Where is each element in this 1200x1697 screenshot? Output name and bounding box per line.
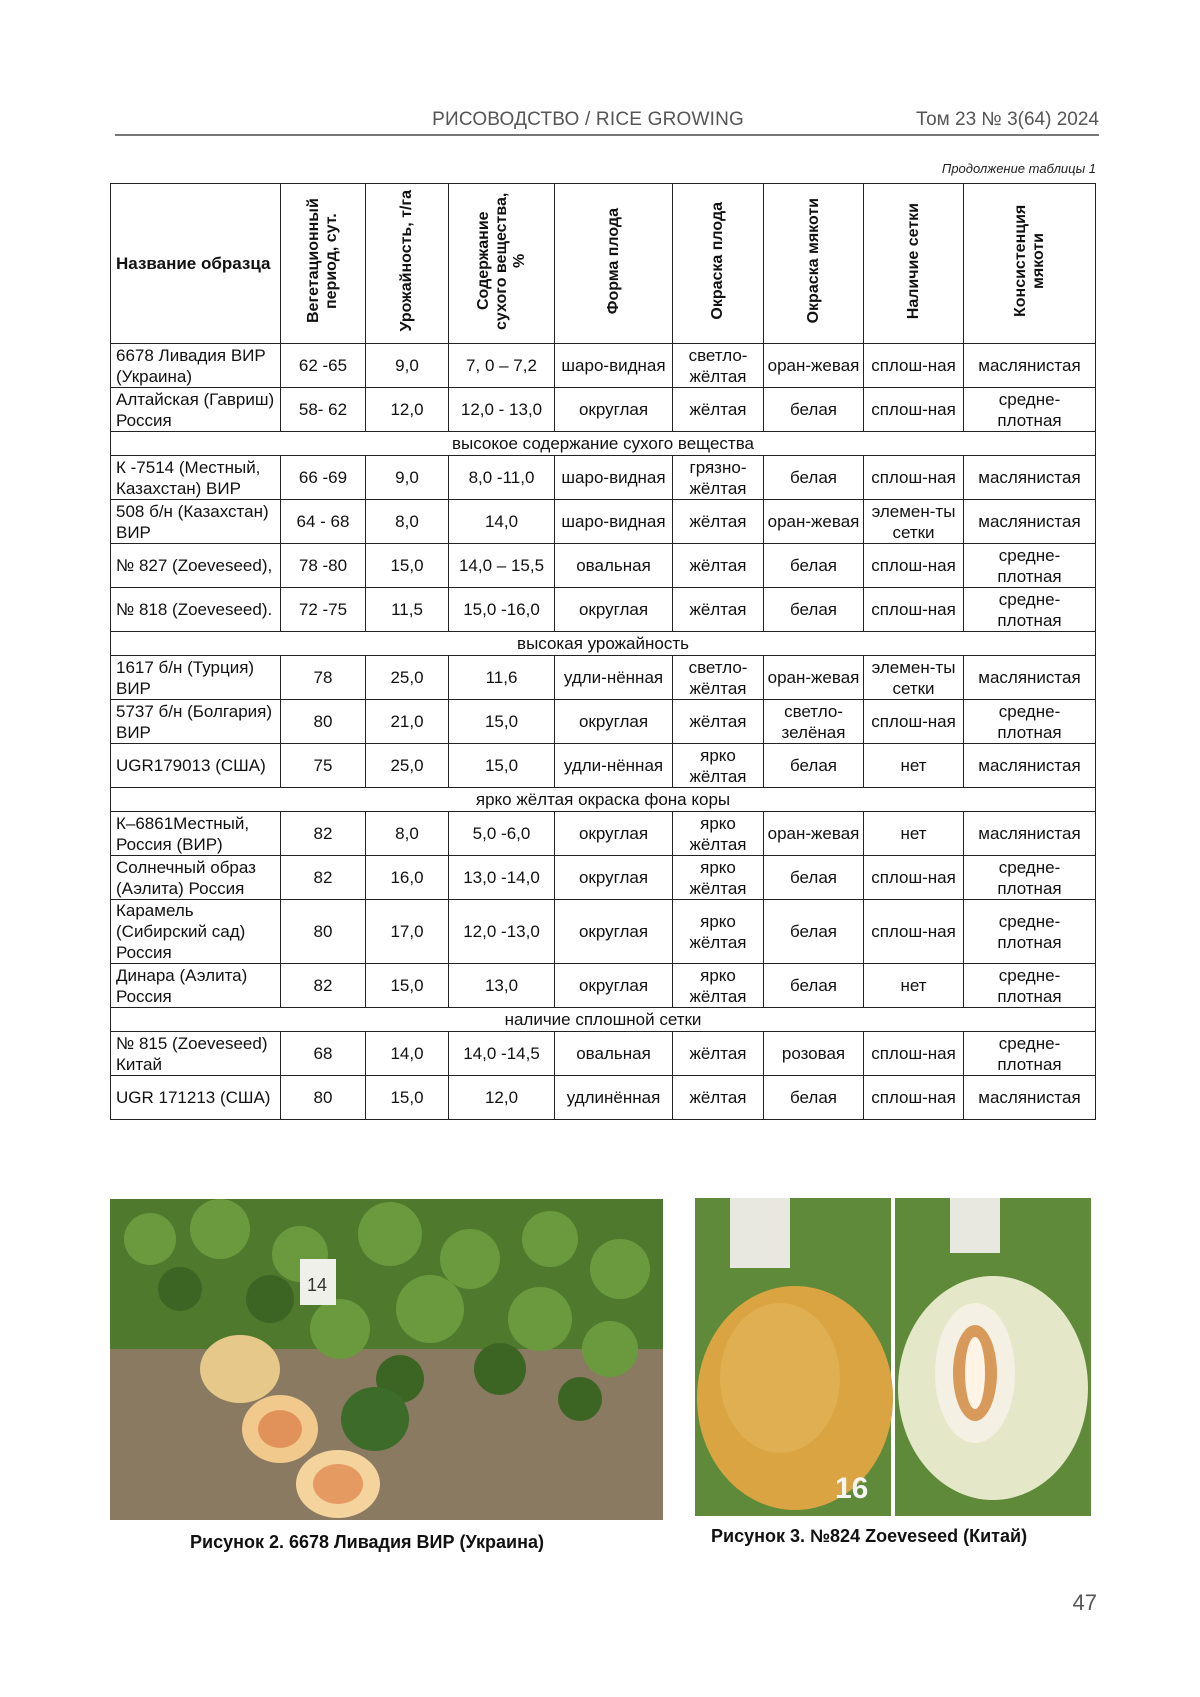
table-cell: средне-плотная (964, 1032, 1096, 1076)
table-cell: сплош-ная (864, 1032, 964, 1076)
table-cell: 13,0 (449, 964, 555, 1008)
table-cell: овальная (555, 1032, 673, 1076)
table-cell: 80 (281, 1076, 366, 1120)
column-header-label: Наличие сетки (904, 202, 922, 320)
table-cell: 12,0 -13,0 (449, 900, 555, 964)
table-cell: 78 (281, 656, 366, 700)
table-cell: 5,0 -6,0 (449, 812, 555, 856)
table-cell: жёлтая (673, 1076, 764, 1120)
table-cell: сплош-ная (864, 544, 964, 588)
table-cell: 62 -65 (281, 344, 366, 388)
table-row (111, 588, 1096, 632)
table-cell: 8,0 (366, 812, 449, 856)
sample-name-cell: № 827 (Zoeveseed), (111, 544, 281, 588)
table-cell: белая (764, 744, 864, 788)
column-header (449, 184, 555, 344)
table-cell: нет (864, 744, 964, 788)
table-cell: 25,0 (366, 744, 449, 788)
sample-name-cell: Карамель (Сибирский сад) Россия (111, 900, 281, 964)
column-header (281, 184, 366, 344)
table-cell: жёлтая (673, 700, 764, 744)
sample-name-cell: № 815 (Zoeveseed) Китай (111, 1032, 281, 1076)
table-cell: белая (764, 544, 864, 588)
table-row (111, 964, 1096, 1008)
table-cell: 82 (281, 856, 366, 900)
table-cell: маслянистая (964, 656, 1096, 700)
table-cell: маслянистая (964, 1076, 1096, 1120)
sample-name-cell: Алтайская (Гавриш) Россия (111, 388, 281, 432)
table-cell: средне-плотная (964, 856, 1096, 900)
table-cell: удли-нённая (555, 656, 673, 700)
table-cell: средне-плотная (964, 544, 1096, 588)
group-heading: высокое содержание сухого вещества (111, 432, 1096, 456)
group-heading: высокая урожайность (111, 632, 1096, 656)
table-cell: жёлтая (673, 544, 764, 588)
table-cell: округлая (555, 856, 673, 900)
table-cell: 58- 62 (281, 388, 366, 432)
table-cell: сплош-ная (864, 900, 964, 964)
table-header-row (111, 184, 1096, 344)
table-cell: 66 -69 (281, 456, 366, 500)
table-cell: удли-нённая (555, 744, 673, 788)
table-cell: ярко жёлтая (673, 812, 764, 856)
table-cell: округлая (555, 588, 673, 632)
table-cell: 16,0 (366, 856, 449, 900)
table-cell: 8,0 (366, 500, 449, 544)
table-cell: грязно-жёлтая (673, 456, 764, 500)
table-cell: белая (764, 900, 864, 964)
table-cell: 64 - 68 (281, 500, 366, 544)
table-cell: ярко жёлтая (673, 964, 764, 1008)
table-cell: оран-жевая (764, 344, 864, 388)
table-cell: сплош-ная (864, 1076, 964, 1120)
table-cell: 15,0 (449, 700, 555, 744)
table-cell: светло-зелёная (764, 700, 864, 744)
table-cell: нет (864, 812, 964, 856)
table-cell: 68 (281, 1032, 366, 1076)
table-cell: оран-жевая (764, 812, 864, 856)
table-cell: 80 (281, 700, 366, 744)
column-header (673, 184, 764, 344)
table-cell: 72 -75 (281, 588, 366, 632)
table-cell: жёлтая (673, 388, 764, 432)
table-cell: 7, 0 – 7,2 (449, 344, 555, 388)
table-row (111, 900, 1096, 964)
table-cell: маслянистая (964, 812, 1096, 856)
table-cell: 11,6 (449, 656, 555, 700)
running-header (115, 103, 1099, 133)
sample-name-cell: К -7514 (Местный, Казахстан) ВИР (111, 456, 281, 500)
table-cell: овальная (555, 544, 673, 588)
figure-3-photo (695, 1198, 1091, 1516)
sample-name-cell: 1617 б/н (Турция) ВИР (111, 656, 281, 700)
figure-2-photo (110, 1199, 663, 1520)
melon-characteristics-table (110, 183, 1096, 1120)
column-header (555, 184, 673, 344)
table-cell: светло-жёлтая (673, 656, 764, 700)
group-heading-row (111, 432, 1096, 456)
table-cell: шаро-видная (555, 500, 673, 544)
table-cell: 78 -80 (281, 544, 366, 588)
sample-name-cell: 6678 Ливадия ВИР (Украина) (111, 344, 281, 388)
table-row (111, 500, 1096, 544)
table-row (111, 656, 1096, 700)
table-cell: 14,0 (449, 500, 555, 544)
table-cell: 12,0 - 13,0 (449, 388, 555, 432)
table-cell: элемен-ты сетки (864, 656, 964, 700)
table-cell: 15,0 -16,0 (449, 588, 555, 632)
table-cell: 82 (281, 964, 366, 1008)
sample-name-cell: UGR 171213 (США) (111, 1076, 281, 1120)
table-cell: белая (764, 588, 864, 632)
table-cell: 14,0 – 15,5 (449, 544, 555, 588)
table-cell: удлинённая (555, 1076, 673, 1120)
table-cell: 80 (281, 900, 366, 964)
table-cell: ярко жёлтая (673, 744, 764, 788)
table-cell: 8,0 -11,0 (449, 456, 555, 500)
table-row (111, 1032, 1096, 1076)
sample-name-cell: 5737 б/н (Болгария) ВИР (111, 700, 281, 744)
table-cell: маслянистая (964, 456, 1096, 500)
table-cell: белая (764, 1076, 864, 1120)
sample-name-cell: UGR179013 (США) (111, 744, 281, 788)
sample-name-cell: Динара (Аэлита) Россия (111, 964, 281, 1008)
table-cell: средне-плотная (964, 700, 1096, 744)
column-header-name: Название образца (111, 184, 281, 344)
table-cell: сплош-ная (864, 344, 964, 388)
table-cell: нет (864, 964, 964, 1008)
column-header-label: Содержание сухого вещества, % (474, 192, 528, 330)
table-cell: маслянистая (964, 344, 1096, 388)
table-cell: 15,0 (366, 544, 449, 588)
table-cell: ярко жёлтая (673, 856, 764, 900)
table-cell: белая (764, 856, 864, 900)
table-cell: округлая (555, 388, 673, 432)
table-cell: 75 (281, 744, 366, 788)
table-cell: белая (764, 964, 864, 1008)
table-row (111, 544, 1096, 588)
table-cell: оран-жевая (764, 656, 864, 700)
table-cell: 21,0 (366, 700, 449, 744)
table-cell: сплош-ная (864, 456, 964, 500)
table-cell: округлая (555, 964, 673, 1008)
table-cell: 15,0 (366, 964, 449, 1008)
issue-info: Том 23 № 3(64) 2024 (915, 109, 1099, 130)
table-cell: жёлтая (673, 1032, 764, 1076)
table-row (111, 1076, 1096, 1120)
table-cell: оран-жевая (764, 500, 864, 544)
column-header-label: Урожайность, т/га (398, 190, 415, 332)
column-header (864, 184, 964, 344)
table-row (111, 700, 1096, 744)
table-cell: 13,0 -14,0 (449, 856, 555, 900)
journal-title: РИСОВОДСТВО / RICE GROWING (432, 109, 744, 130)
table-cell: белая (764, 388, 864, 432)
table-row (111, 388, 1096, 432)
table-cell: 9,0 (366, 456, 449, 500)
table-continuation-note: Продолжение таблицы 1 (941, 161, 1096, 176)
column-header (366, 184, 449, 344)
table-cell: округлая (555, 900, 673, 964)
table-cell: маслянистая (964, 500, 1096, 544)
table-cell: средне-плотная (964, 964, 1096, 1008)
plot-label-14: 14 (307, 1275, 328, 1295)
table-cell: округлая (555, 812, 673, 856)
table-cell: маслянистая (964, 744, 1096, 788)
group-heading: ярко жёлтая окраска фона коры (111, 788, 1096, 812)
table-cell: средне-плотная (964, 588, 1096, 632)
table-cell: жёлтая (673, 588, 764, 632)
table-row (111, 856, 1096, 900)
table-cell: шаро-видная (555, 344, 673, 388)
table-cell: средне-плотная (964, 388, 1096, 432)
table-cell: 25,0 (366, 656, 449, 700)
table-cell: шаро-видная (555, 456, 673, 500)
column-header-label: Консистенция мякоти (1011, 204, 1047, 318)
table-cell: ярко жёлтая (673, 900, 764, 964)
column-header (764, 184, 864, 344)
table-cell: светло-жёлтая (673, 344, 764, 388)
table-cell: 17,0 (366, 900, 449, 964)
table-cell: 11,5 (366, 588, 449, 632)
group-heading: наличие сплошной сетки (111, 1008, 1096, 1032)
sample-name-cell: К–6861Местный, Россия (ВИР) (111, 812, 281, 856)
table-row (111, 344, 1096, 388)
sample-name-cell: 508 б/н (Казахстан) ВИР (111, 500, 281, 544)
figure-3-caption: Рисунок 3. №824 Zoeveseed (Китай) (711, 1526, 1028, 1546)
table-cell: розовая (764, 1032, 864, 1076)
page-number: 47 (1072, 1590, 1097, 1615)
table-cell: сплош-ная (864, 700, 964, 744)
table-cell: сплош-ная (864, 588, 964, 632)
header-divider (115, 134, 1099, 136)
table-cell: 82 (281, 812, 366, 856)
table-row (111, 456, 1096, 500)
group-heading-row (111, 632, 1096, 656)
column-header-label: Форма плода (604, 207, 622, 315)
column-header-label: Окраска мякоти (804, 198, 822, 324)
table-cell: сплош-ная (864, 856, 964, 900)
table-row (111, 744, 1096, 788)
table-cell: жёлтая (673, 500, 764, 544)
table-cell: сплош-ная (864, 388, 964, 432)
table-cell: белая (764, 456, 864, 500)
sample-name-cell: № 818 (Zoeveseed). (111, 588, 281, 632)
table-cell: 14,0 -14,5 (449, 1032, 555, 1076)
table-cell: 12,0 (449, 1076, 555, 1120)
group-heading-row (111, 788, 1096, 812)
table-cell: 12,0 (366, 388, 449, 432)
table-cell: округлая (555, 700, 673, 744)
table-row (111, 812, 1096, 856)
column-header-label: Вегетационный период, сут. (305, 198, 340, 324)
figure-2-caption: Рисунок 2. 6678 Ливадия ВИР (Украина) (190, 1532, 544, 1552)
column-header-label: Окраска плода (709, 202, 726, 320)
table-cell: средне-плотная (964, 900, 1096, 964)
plot-label-16: 16 (835, 1472, 869, 1505)
column-header (964, 184, 1096, 344)
table-cell: элемен-ты сетки (864, 500, 964, 544)
group-heading-row (111, 1008, 1096, 1032)
table-cell: 15,0 (449, 744, 555, 788)
table-cell: 14,0 (366, 1032, 449, 1076)
table-cell: 9,0 (366, 344, 449, 388)
sample-name-cell: Солнечный образ (Аэлита) Россия (111, 856, 281, 900)
table-cell: 15,0 (366, 1076, 449, 1120)
